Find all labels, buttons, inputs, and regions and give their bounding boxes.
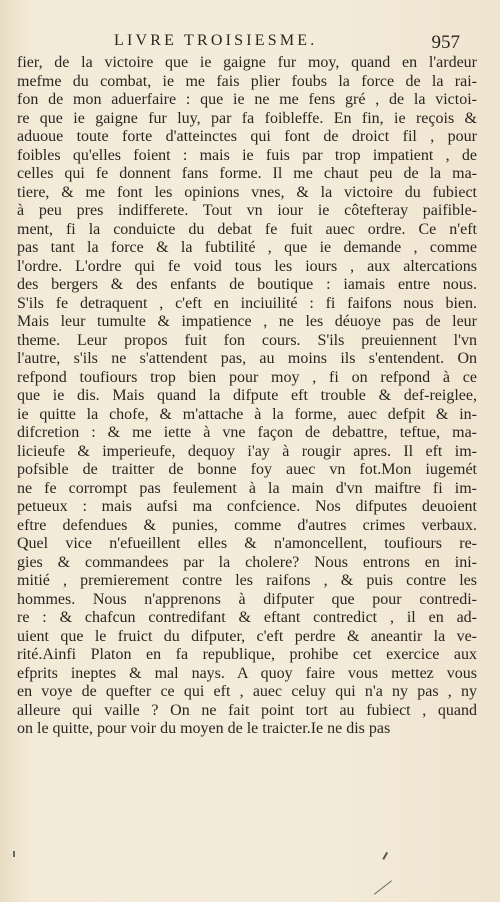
text-line: theme. Leur propos fuit fon cours. S'ils preuiennent l'vn <box>17 331 477 349</box>
text-line: pofsible de traitter de bonne foy auec vn fot.Mon iugemét <box>17 461 477 478</box>
text-line: re que ie gaigne fur luy, par fa foibleffe. En fin, ie reçois & <box>17 109 477 127</box>
text-line: ment, fi la conduicte du debat fe fuit auec ordre. Ce n'eft <box>17 220 477 238</box>
text-line: tiere, & me font les opinions vnes, & la victoire du fubiect <box>17 183 477 201</box>
page-body-text <box>17 54 477 739</box>
text-line: eftre defendues & punies, comme d'autres crimes verbaux. <box>17 516 477 534</box>
text-line: l'autre, s'ils ne s'attendent pas, au moins ils s'entendent. On <box>17 350 477 367</box>
text-line: des bergers & des enfants de boutique : iamais entre nous. <box>17 276 477 293</box>
text-line: aduoue toute forte d'atteinctes qui font de droict fil , pour <box>17 128 477 145</box>
text-line: licieufe & imperieufe, dequoy i'ay à rougir apres. Il eft im- <box>17 442 477 460</box>
text-line: gies & commandees par la cholere? Nous entrons en ini- <box>17 553 477 571</box>
text-line: Quel vice n'efueillent elles & n'amoncellent, toufiours re- <box>17 535 477 552</box>
running-head: LIVRE TROISIESME. <box>114 32 318 49</box>
text-line: foibles qu'elles foient : mais ie fuis par trop impatient , de <box>17 146 477 164</box>
page-number: 957 <box>431 32 460 53</box>
ink-stroke-mark <box>374 880 392 894</box>
text-line: Mais leur tumulte & impatience , ne les déuoye pas de leur <box>17 313 477 330</box>
text-line: ie quitte la chofe, & m'attache à la forme, auec defpit & in- <box>17 405 477 423</box>
text-line: mefme du combat, ie me fais plier foubs la force de la rai- <box>17 72 477 90</box>
text-line: alleure qui vaille ? On ne fait point tort au fubiect , quand <box>17 701 477 719</box>
text-line: mitié , premierement contre les raifons , & puis contre les <box>17 572 477 589</box>
text-line: refpond toufiours trop bien pour moy , fi on refpond à ce <box>17 368 477 386</box>
text-line: difcretion : & me iette à vne façon de debattre, teftue, ma- <box>17 424 477 441</box>
text-line: à peu pres indifferete. Tout vn iour ie côtefteray paifible- <box>17 202 477 219</box>
text-line: efprits ineptes & mal nays. A quoy faire vous mettez vous <box>17 664 477 682</box>
page-header <box>0 30 500 56</box>
text-line: pas tant la force & la fubtilité , que ie demande , comme <box>17 239 477 256</box>
text-line: que ie dis. Mais quand la difpute eft trouble & def-reiglee, <box>17 387 477 404</box>
text-line: re : & chafcun contredifant & eftant contredict , il en ad- <box>17 609 477 626</box>
text-line: fier, de la victoire que ie gaigne fur moy, quand en l'ardeur <box>17 54 477 71</box>
text-line: hommes. Nous n'apprenons à difputer que pour contredi- <box>17 590 477 608</box>
text-line: S'ils fe detraquent , c'eft en inciuilité : fi faifons nous bien. <box>17 294 477 312</box>
text-line: on le quitte, pour voir du moyen de le traicter.Ie ne dis pas <box>17 720 391 737</box>
text-line: ne fe corrompt pas feulement à la main d'vn maiftre fi im- <box>17 479 477 497</box>
text-line: celles qui fe donnent fans forme. Il me chaut peu de la ma- <box>17 165 477 182</box>
ink-stroke-mark <box>382 852 387 860</box>
text-line: petueux : mais aufsi ma confcience. Nos difputes deuoient <box>17 498 477 515</box>
text-line: rité.Ainfi Platon en fa republique, prohibe cet exercice aux <box>17 646 477 663</box>
ink-stroke-mark <box>13 851 15 857</box>
text-line: l'ordre. L'ordre qui fe void tous les iours , aux altercations <box>17 257 477 275</box>
text-line: fon de mon aduerfaire : que ie ne me fens gré , de la victoi- <box>17 91 477 108</box>
text-line: en voye de quefter ce qui eft , auec celuy qui n'a ny pas , ny <box>17 683 477 700</box>
text-line: uient que le fruict du difputer, c'eft perdre & aneantir la ve- <box>17 627 477 645</box>
